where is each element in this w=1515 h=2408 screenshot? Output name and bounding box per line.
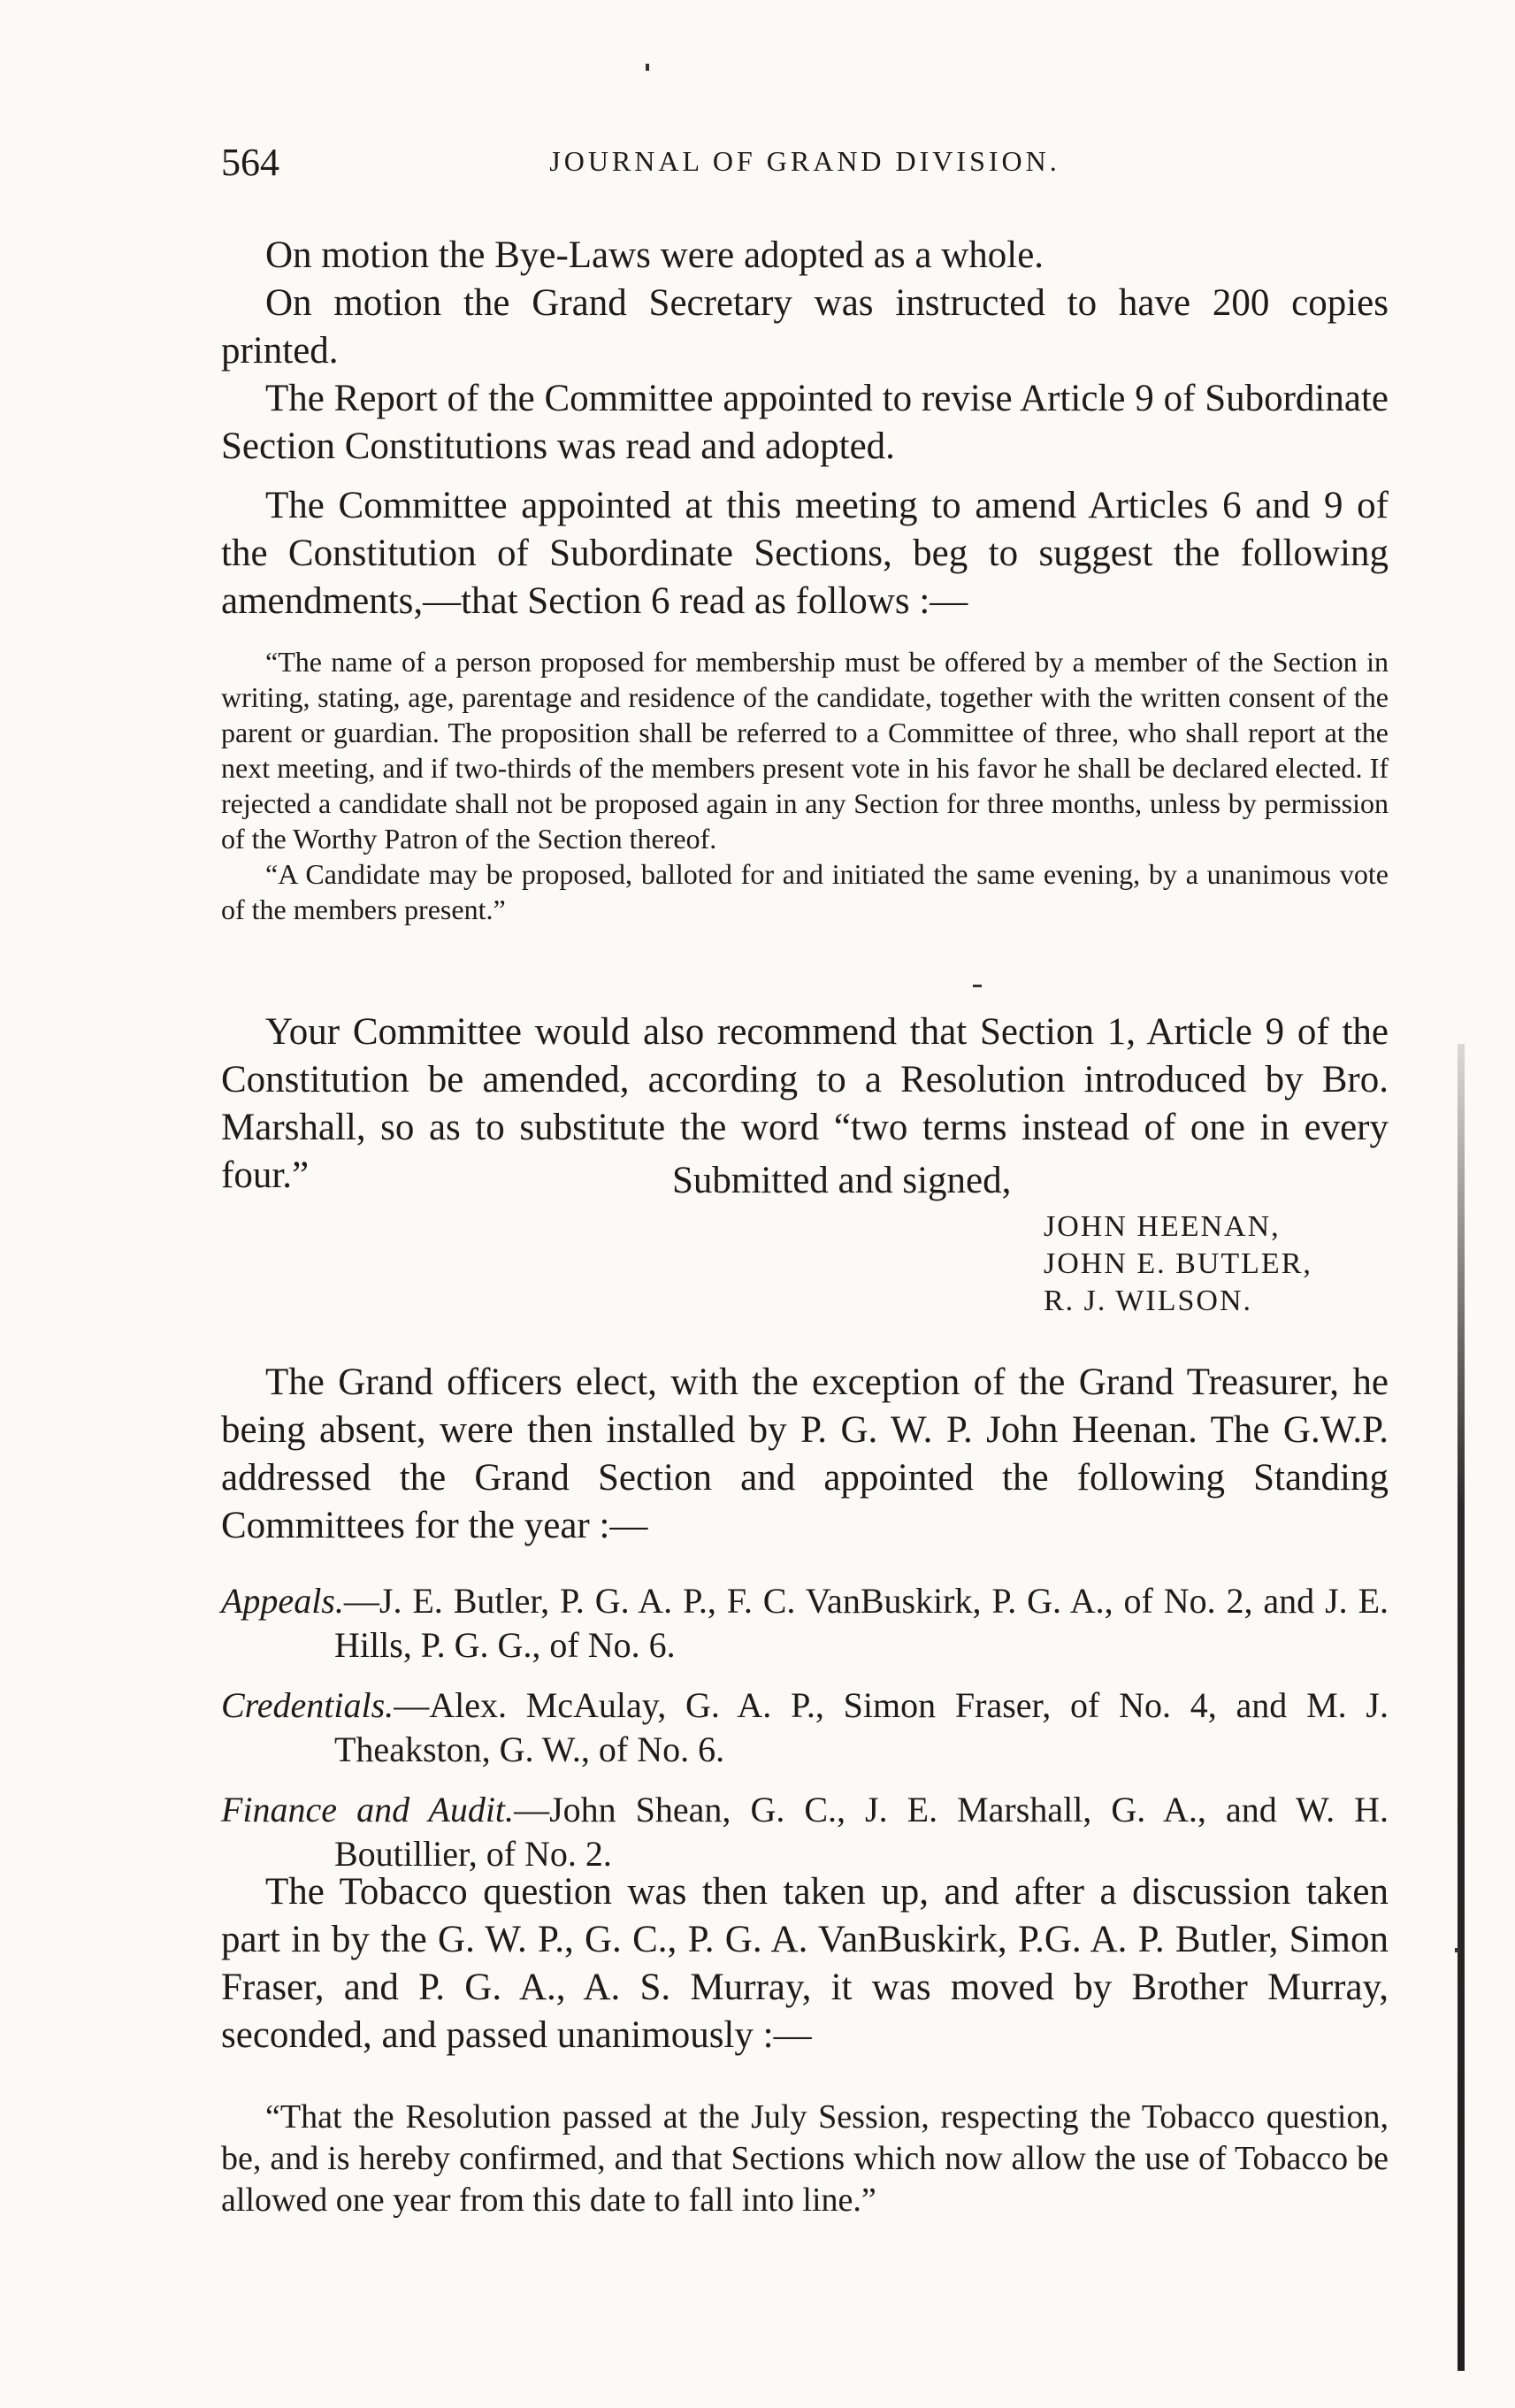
tobacco-section (221, 1868, 1389, 2059)
committee-name: Appeals. (221, 1581, 344, 1621)
paragraph-recommendation: Your Committee would also recommend that Section 1, Article 9 of the Constitution be amended, according to a Resolution introduced by Bro. Marshall, so as to substitute the word “two terms instead of one in every four.” (221, 1011, 1389, 1196)
committee-members: —J. E. Butler, P. G. A. P., F. C. VanBuskirk, P. G. A., of No. 2, and J. E. Hills, P. G. G., of No. 6. (334, 1581, 1389, 1665)
ink-speck (973, 985, 982, 987)
quote-tobacco-resolution: “That the Resolution passed at the July Session, respecting the Tobacco question, be, and is hereby confirmed, and that Sections which now allow the use of Tobacco be allowed one year from this date to fall into line.” (221, 2098, 1389, 2219)
ink-speck (646, 64, 649, 71)
page-header (221, 140, 1389, 193)
committee-name: Finance and Audit. (221, 1790, 515, 1829)
signatory-name: JOHN E. BUTLER, (1044, 1247, 1312, 1280)
quote-candidate-rule: “A Candidate may be proposed, balloted for and initiated the same evening, by a unanimous vote of the members present.” (221, 858, 1389, 925)
committee-members: —Alex. McAulay, G. A. P., Simon Fraser, of No. 4, and M. J. Theakston, G. W., of No. 6. (334, 1685, 1389, 1769)
committee-name: Credentials. (221, 1685, 394, 1725)
running-head: JOURNAL OF GRAND DIVISION. (549, 145, 1060, 177)
ink-speck (1455, 1948, 1459, 1952)
submitted-line: Submitted and signed, (672, 1160, 1012, 1201)
bye-laws-section (221, 232, 1389, 471)
quote-membership-rule: “The name of a person proposed for membership must be offered by a member of the Section in writing, stating, age, parentage and residence of the candidate, together with the written consent of the parent or guardian. The proposition shall be referred to a Committee of three, who shall report at the next meeting, and if two-thirds of the members present vote in his favor he shall be declared elected. If rejected a candidate shall not be proposed again in any Section for three months, unless by permission of the Worthy Patron of the Section thereof. (221, 646, 1389, 855)
tobacco-resolution (221, 2097, 1389, 2221)
page-number: 564 (221, 141, 279, 184)
amendment-section (221, 482, 1389, 625)
committee-members: —John Shean, G. C., J. E. Marshall, G. A., and W. H. Boutillier, of No. 2. (334, 1790, 1389, 1874)
paragraph-article-9-report: The Report of the Committee appointed to revise Article 9 of Subordinate Section Constitutions was read and adopted. (221, 378, 1389, 467)
margin-binding-shadow (1458, 1044, 1465, 2371)
committee-entry (221, 1683, 1389, 1772)
committee-entry (221, 1579, 1389, 1668)
paragraph-bye-laws: On motion the Bye-Laws were adopted as a whole. (265, 234, 1044, 276)
signatory-name: R. J. WILSON. (1044, 1285, 1252, 1317)
paragraph-installation: The Grand officers elect, with the exception of the Grand Treasurer, he being absent, were then installed by P. G. W. P. John Heenan. The G.W.P. addressed the Grand Section and appointed the following Standing Committees for the year :— (221, 1361, 1389, 1546)
paragraph-printing: On motion the Grand Secretary was instructed to have 200 copies printed. (221, 282, 1389, 372)
committee-entry (221, 1788, 1389, 1876)
paragraph-tobacco-discussion: The Tobacco question was then taken up, and after a discussion taken part in by the G. W. P., G. C., P. G. A. VanBuskirk, P.G. A. P. Butler, Simon Fraser, and P. G. A., A. S. Murray, it was moved by Brother Murray, seconded, and passed unanimously :— (221, 1871, 1389, 2056)
signatory-name: JOHN HEENAN, (1044, 1210, 1281, 1243)
paragraph-amendments-intro: The Committee appointed at this meeting to amend Articles 6 and 9 of the Constitution of Subordinate Sections, beg to suggest the following amendments,—that Section 6 read as follows :— (221, 485, 1389, 622)
standing-committees (221, 1579, 1389, 1876)
installation-section (221, 1359, 1389, 1550)
quoted-section-6 (221, 644, 1389, 927)
